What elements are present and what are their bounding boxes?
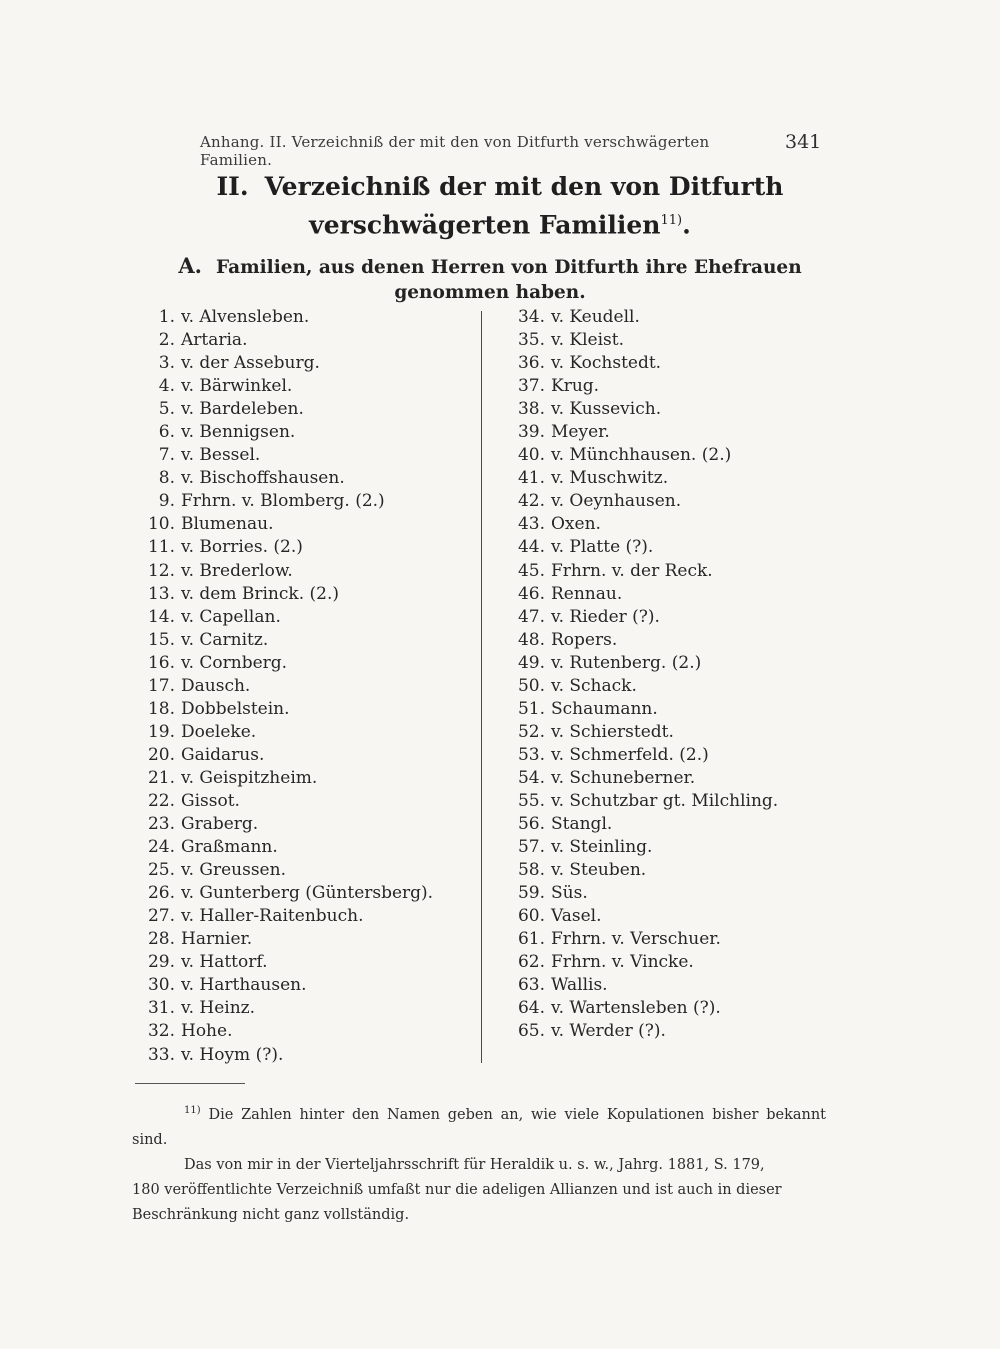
- subsection-letter: A.: [178, 253, 202, 278]
- family-entry: [130, 928, 475, 951]
- entry-number: 48.: [517, 629, 545, 650]
- family-list-right-column: [500, 306, 820, 1044]
- family-entry: [500, 698, 820, 721]
- entry-number: 51.: [517, 698, 545, 719]
- entry-family-name: v. Capellan.: [181, 606, 281, 627]
- entry-family-name: v. Hoym (?).: [181, 1044, 284, 1065]
- entry-number: 35.: [517, 330, 545, 351]
- family-entry: [500, 675, 820, 698]
- entry-number: 40.: [517, 445, 545, 466]
- family-entry: [500, 329, 820, 352]
- entry-family-name: Rennau.: [551, 583, 623, 604]
- entry-number: 47.: [517, 606, 545, 627]
- family-entry: [500, 1020, 820, 1043]
- entry-family-name: Blumenau.: [181, 514, 274, 535]
- entry-number: 10.: [147, 514, 175, 535]
- entry-family-name: v. Bischoffshausen.: [181, 468, 345, 489]
- column-divider: [481, 311, 482, 1063]
- family-entry: [130, 329, 475, 352]
- entry-family-name: v. Geispitzheim.: [181, 767, 318, 788]
- entry-number: 12.: [147, 560, 175, 581]
- entry-family-name: v. Heinz.: [181, 998, 256, 1019]
- entry-family-name: Oxen.: [551, 514, 601, 535]
- entry-number: 44.: [517, 537, 545, 558]
- entry-number: 11.: [147, 537, 175, 558]
- entry-family-name: Frhrn. v. Vincke.: [551, 952, 694, 973]
- entry-family-name: v. Schuneberner.: [551, 767, 696, 788]
- entry-number: 41.: [517, 468, 545, 489]
- family-entry: [130, 352, 475, 375]
- family-entry: [500, 629, 820, 652]
- entry-number: 45.: [517, 560, 545, 581]
- entry-number: 25.: [147, 860, 175, 881]
- entry-number: 9.: [158, 491, 175, 512]
- family-entry: [130, 1020, 475, 1043]
- section-title-line-1: [195, 170, 805, 204]
- family-entry: [500, 721, 820, 744]
- family-entry: [500, 421, 820, 444]
- family-entry: [500, 813, 820, 836]
- entry-family-name: Graßmann.: [181, 837, 278, 858]
- entry-number: 4.: [158, 376, 175, 397]
- entry-family-name: Harnier.: [181, 929, 253, 950]
- entry-number: 56.: [517, 814, 545, 835]
- family-entry: [130, 306, 475, 329]
- family-entry: [500, 859, 820, 882]
- entry-family-name: Gaidarus.: [181, 744, 265, 765]
- entry-family-name: v. Oeynhausen.: [551, 491, 682, 512]
- entry-family-name: v. Keudell.: [551, 307, 640, 327]
- family-entry: [500, 767, 820, 790]
- entry-number: 29.: [147, 952, 175, 973]
- entry-family-name: v. Schmerfeld. (2.): [551, 744, 709, 765]
- section-title: [195, 170, 805, 242]
- section-footnote-ref: 11): [660, 213, 683, 228]
- family-entry: [500, 997, 820, 1020]
- family-entry: [500, 444, 820, 467]
- entry-number: 20.: [147, 744, 175, 765]
- entry-family-name: v. Schutzbar gt. Milchling.: [551, 790, 779, 811]
- entry-number: 65.: [517, 1021, 545, 1042]
- family-entry: [500, 606, 820, 629]
- entry-number: 39.: [517, 422, 545, 443]
- family-entry: [130, 444, 475, 467]
- entry-family-name: Vasel.: [551, 906, 602, 927]
- entry-family-name: v. Hattorf.: [181, 952, 268, 973]
- footnote-text-1: Die Zahlen hinter den Namen geben an, wie viele Kopulationen bisher bekannt sind.: [132, 1106, 827, 1148]
- footnote-marker: 11): [184, 1105, 201, 1116]
- entry-number: 8.: [158, 468, 175, 489]
- entry-family-name: v. Muschwitz.: [551, 468, 669, 489]
- family-entry: [130, 721, 475, 744]
- entry-number: 54.: [517, 767, 545, 788]
- family-entry: [130, 467, 475, 490]
- entry-family-name: v. Platte (?).: [551, 537, 654, 558]
- entry-number: 3.: [158, 353, 175, 374]
- footnote-line-2: Das von mir in der Vierteljahrsschrift für Heraldik u. s. w., Jahrg. 1881, S. 179,: [184, 1156, 765, 1173]
- entry-number: 59.: [517, 883, 545, 904]
- entry-number: 22.: [147, 790, 175, 811]
- section-title-end: .: [682, 210, 691, 240]
- entry-number: 50.: [517, 675, 545, 696]
- entry-number: 37.: [517, 376, 545, 397]
- family-entry: [500, 583, 820, 606]
- entry-number: 38.: [517, 399, 545, 420]
- entry-family-name: v. Kussevich.: [551, 399, 662, 420]
- subsection-title: [160, 253, 820, 305]
- section-numeral: II.: [216, 172, 249, 201]
- entry-family-name: v. der Asseburg.: [181, 353, 320, 374]
- family-entry: [130, 652, 475, 675]
- entry-family-name: v. Münchhausen. (2.): [551, 445, 732, 466]
- entry-number: 19.: [147, 721, 175, 742]
- family-entry: [500, 928, 820, 951]
- entry-number: 64.: [517, 998, 545, 1019]
- entry-family-name: v. Kleist.: [551, 330, 624, 351]
- family-entry: [500, 974, 820, 997]
- entry-number: 28.: [147, 929, 175, 950]
- entry-number: 53.: [517, 744, 545, 765]
- entry-number: 24.: [147, 837, 175, 858]
- entry-number: 15.: [147, 629, 175, 650]
- entry-number: 58.: [517, 860, 545, 881]
- entry-family-name: v. Kochstedt.: [551, 353, 662, 374]
- entry-family-name: v. Cornberg.: [181, 652, 288, 673]
- entry-family-name: v. Borries. (2.): [181, 537, 303, 558]
- entry-number: 33.: [147, 1044, 175, 1065]
- entry-family-name: Wallis.: [551, 975, 608, 996]
- section-title-line-2: [195, 204, 805, 242]
- family-list-left-column: [130, 306, 475, 1067]
- entry-number: 62.: [517, 952, 545, 973]
- family-entry: [500, 560, 820, 583]
- entry-family-name: Süs.: [551, 883, 588, 904]
- entry-family-name: v. Greussen.: [181, 860, 286, 881]
- entry-family-name: v. Harthausen.: [181, 975, 307, 996]
- entry-family-name: v. Haller-Raitenbuch.: [181, 906, 364, 927]
- entry-number: 27.: [147, 906, 175, 927]
- family-entry: [500, 951, 820, 974]
- entry-family-name: Hohe.: [181, 1021, 233, 1042]
- family-entry: [130, 859, 475, 882]
- entry-number: 26.: [147, 883, 175, 904]
- entry-number: 60.: [517, 906, 545, 927]
- entry-family-name: Artaria.: [181, 330, 248, 351]
- entry-family-name: v. Carnitz.: [181, 629, 269, 650]
- family-entry: [130, 490, 475, 513]
- family-entry: [130, 1044, 475, 1067]
- entry-family-name: Gissot.: [181, 790, 240, 811]
- entry-number: 49.: [517, 652, 545, 673]
- entry-family-name: Frhrn. v. Blomberg. (2.): [181, 491, 385, 512]
- entry-family-name: v. Schierstedt.: [551, 721, 674, 742]
- entry-family-name: Frhrn. v. der Reck.: [551, 560, 713, 581]
- entry-family-name: Ropers.: [551, 629, 618, 650]
- entry-number: 46.: [517, 583, 545, 604]
- family-entry: [500, 882, 820, 905]
- entry-number: 55.: [517, 790, 545, 811]
- family-entry: [130, 836, 475, 859]
- entry-number: 42.: [517, 491, 545, 512]
- family-entry: [500, 790, 820, 813]
- entry-number: 1.: [158, 307, 175, 327]
- footnote-line-3: 180 veröffentlichte Verzeichniß umfaßt nur die adeligen Allianzen und ist auch in dieser: [132, 1181, 782, 1198]
- entry-number: 6.: [158, 422, 175, 443]
- entry-family-name: v. Bessel.: [181, 445, 261, 466]
- entry-number: 14.: [147, 606, 175, 627]
- family-entry: [130, 583, 475, 606]
- family-entry: [500, 744, 820, 767]
- family-entry: [130, 997, 475, 1020]
- family-entry: [130, 790, 475, 813]
- subsection-title-text-1: Familien, aus denen Herren von Ditfurth ihre Ehefrauen: [215, 257, 802, 278]
- entry-family-name: v. Gunterberg (Güntersberg).: [181, 883, 434, 904]
- entry-number: 61.: [517, 929, 545, 950]
- family-entry: [130, 905, 475, 928]
- entry-number: 36.: [517, 353, 545, 374]
- entry-number: 21.: [147, 767, 175, 788]
- entry-number: 18.: [147, 698, 175, 719]
- family-entry: [500, 905, 820, 928]
- entry-family-name: v. Schack.: [551, 675, 637, 696]
- page-number: 341: [785, 131, 822, 153]
- entry-family-name: Dausch.: [181, 675, 251, 696]
- entry-family-name: v. Alvensleben.: [181, 307, 310, 327]
- subsection-title-line-1: [160, 253, 820, 280]
- family-entry: [130, 813, 475, 836]
- family-entry: [130, 513, 475, 536]
- family-entry: [130, 536, 475, 559]
- family-entry: [130, 606, 475, 629]
- entry-number: 30.: [147, 975, 175, 996]
- family-entry: [500, 467, 820, 490]
- family-entry: [500, 836, 820, 859]
- family-entry: [130, 421, 475, 444]
- family-entry: [130, 675, 475, 698]
- family-entry: [500, 398, 820, 421]
- family-entry: [500, 306, 820, 329]
- entry-number: 31.: [147, 998, 175, 1019]
- entry-family-name: Schaumann.: [551, 698, 658, 719]
- entry-number: 16.: [147, 652, 175, 673]
- entry-family-name: v. Rieder (?).: [551, 606, 660, 627]
- entry-number: 52.: [517, 721, 545, 742]
- footnote: [132, 1098, 826, 1228]
- subsection-title-text-2: genommen haben.: [394, 282, 586, 303]
- entry-number: 13.: [147, 583, 175, 604]
- entry-number: 23.: [147, 814, 175, 835]
- entry-family-name: Doeleke.: [181, 721, 257, 742]
- entry-family-name: v. Steuben.: [551, 860, 647, 881]
- entry-number: 57.: [517, 837, 545, 858]
- footnote-rule: [135, 1083, 245, 1084]
- entry-number: 17.: [147, 675, 175, 696]
- entry-family-name: v. Bardeleben.: [181, 399, 304, 420]
- entry-family-name: Krug.: [551, 376, 600, 397]
- entry-number: 5.: [158, 399, 175, 420]
- footnote-line-4: Beschränkung nicht ganz vollständig.: [132, 1206, 410, 1223]
- family-entry: [500, 375, 820, 398]
- entry-family-name: v. Wartensleben (?).: [551, 998, 721, 1019]
- family-entry: [130, 560, 475, 583]
- family-entry: [500, 513, 820, 536]
- family-entry: [500, 490, 820, 513]
- family-entry: [130, 375, 475, 398]
- footnote-line-1: [132, 1098, 826, 1153]
- entry-family-name: v. Rutenberg. (2.): [551, 652, 702, 673]
- family-entry: [500, 536, 820, 559]
- entry-number: 63.: [517, 975, 545, 996]
- entry-number: 34.: [517, 307, 545, 327]
- entry-family-name: Meyer.: [551, 422, 610, 443]
- family-entry: [130, 974, 475, 997]
- running-head: Anhang. II. Verzeichniß der mit den von Ditfurth verschwägerten Familien.: [200, 133, 710, 169]
- section-title-text-1: Verzeichniß der mit den von Ditfurth: [264, 172, 784, 201]
- entry-family-name: v. Bennigsen.: [181, 422, 296, 443]
- family-entry: [130, 951, 475, 974]
- family-entry: [500, 352, 820, 375]
- entry-number: 32.: [147, 1021, 175, 1042]
- family-entry: [130, 744, 475, 767]
- section-title-text-2: verschwägerten Familien: [309, 210, 661, 240]
- entry-family-name: v. Brederlow.: [181, 560, 293, 581]
- entry-number: 43.: [517, 514, 545, 535]
- entry-family-name: v. Steinling.: [551, 837, 653, 858]
- entry-number: 2.: [158, 330, 175, 351]
- family-entry: [500, 652, 820, 675]
- entry-family-name: Stangl.: [551, 814, 613, 835]
- entry-family-name: v. Werder (?).: [551, 1021, 666, 1042]
- entry-family-name: Dobbelstein.: [181, 698, 290, 719]
- entry-family-name: Graberg.: [181, 814, 259, 835]
- entry-family-name: Frhrn. v. Verschuer.: [551, 929, 721, 950]
- family-entry: [130, 629, 475, 652]
- entry-number: 7.: [158, 445, 175, 466]
- entry-family-name: v. dem Brinck. (2.): [181, 583, 339, 604]
- family-entry: [130, 767, 475, 790]
- family-entry: [130, 882, 475, 905]
- family-entry: [130, 698, 475, 721]
- family-entry: [130, 398, 475, 421]
- entry-family-name: v. Bärwinkel.: [181, 376, 293, 397]
